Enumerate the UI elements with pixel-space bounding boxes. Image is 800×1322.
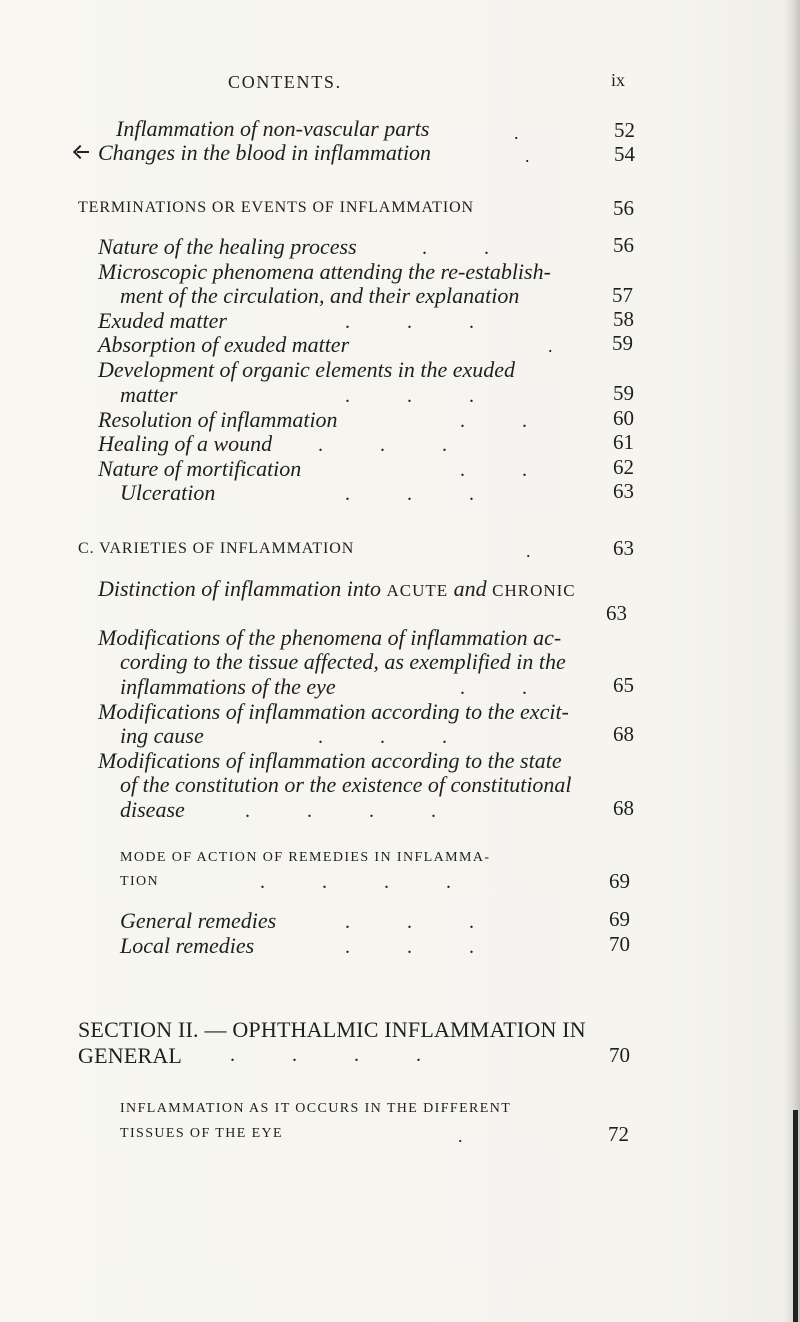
toc-page-number: 60 bbox=[613, 406, 634, 430]
toc-entry-text bbox=[98, 578, 576, 600]
toc-entry-text: Nature of the healing process bbox=[98, 234, 357, 259]
toc-entry-text: Local remedies bbox=[120, 933, 255, 958]
toc-page-number: 70 bbox=[609, 932, 630, 956]
toc-entry-text: Modifications of inflammation according to the excit- bbox=[98, 699, 569, 724]
toc-page-number: 57 bbox=[612, 283, 633, 307]
toc-page-number: 62 bbox=[613, 455, 634, 479]
toc-entry-text: Microscopic phenomena attending the re-establish- bbox=[98, 259, 551, 284]
margin-arrow-icon bbox=[75, 146, 93, 158]
section-heading: TERMINATIONS OR EVENTS OF INFLAMMATION bbox=[78, 199, 474, 216]
toc-entry-text: Changes in the blood in inflammation bbox=[98, 140, 432, 165]
toc-entry-text: Modifications of the phenomena of inflammation ac- bbox=[98, 625, 562, 650]
toc-leader: . . . bbox=[345, 936, 500, 958]
toc-entry-text: of the constitution or the existence of constitutional bbox=[120, 772, 572, 797]
toc-page-number: 63 bbox=[606, 601, 627, 625]
section-heading: INFLAMMATION AS IT OCCURS IN THE DIFFERENT bbox=[120, 1101, 512, 1116]
page-title: CONTENTS. bbox=[228, 72, 342, 92]
toc-leader: . bbox=[514, 123, 519, 143]
toc-leader: . bbox=[458, 1126, 463, 1146]
toc-leader: . . bbox=[460, 410, 553, 432]
toc-page-number: 69 bbox=[609, 907, 630, 931]
toc-page-number: 69 bbox=[609, 869, 630, 893]
toc-leader: . . . . bbox=[245, 800, 462, 822]
toc-entry-text: Inflammation of non-vascular parts bbox=[116, 116, 430, 141]
toc-page-number: 63 bbox=[613, 536, 634, 560]
toc-page-number: 68 bbox=[613, 796, 634, 820]
toc-leader: . . . bbox=[345, 385, 500, 407]
toc-entry-text: Ulceration bbox=[120, 480, 216, 505]
toc-leader: . . . . bbox=[260, 871, 477, 893]
toc-entry-text: inflammations of the eye bbox=[120, 674, 336, 699]
toc-page-number: 52 bbox=[614, 118, 635, 142]
toc-page-number: 61 bbox=[613, 430, 634, 454]
toc-entry-text: cording to the tissue affected, as exemplified in the bbox=[120, 649, 566, 674]
toc-leader: . . . bbox=[318, 726, 473, 748]
section-title: GENERAL bbox=[78, 1043, 183, 1068]
section-heading: TION bbox=[120, 874, 160, 889]
toc-entry-text: Development of organic elements in the exuded bbox=[98, 357, 516, 382]
section-heading: MODE OF ACTION OF REMEDIES IN INFLAMMA- bbox=[120, 850, 491, 865]
toc-page-number: 59 bbox=[612, 331, 633, 355]
toc-entry-text-part: and bbox=[453, 576, 487, 601]
section-heading: C. VARIETIES OF INFLAMMATION bbox=[78, 540, 355, 557]
toc-entry-text: Exuded matter bbox=[98, 308, 227, 333]
toc-leader: . bbox=[525, 146, 530, 166]
toc-leader: . . . . bbox=[230, 1044, 447, 1066]
page-edge-mark bbox=[793, 1110, 798, 1322]
toc-leader: . . bbox=[460, 459, 553, 481]
toc-leader: . . . bbox=[345, 311, 500, 333]
section-title: SECTION II. — OPHTHALMIC INFLAMMATION IN bbox=[78, 1017, 586, 1042]
toc-leader: . . bbox=[460, 677, 553, 699]
toc-page-number: 56 bbox=[613, 196, 634, 220]
toc-page-number: 63 bbox=[613, 479, 634, 503]
toc-entry-text: disease bbox=[120, 797, 185, 822]
toc-entry-text-part: Distinction of inflammation into bbox=[98, 576, 381, 601]
toc-entry-text: Absorption of exuded matter bbox=[98, 332, 350, 357]
toc-leader: . bbox=[548, 336, 553, 356]
toc-leader: . . . bbox=[345, 911, 500, 933]
toc-page-number: 72 bbox=[608, 1122, 629, 1146]
toc-entry-caps-part: ACUTE bbox=[386, 581, 449, 600]
toc-entry-text: ing cause bbox=[120, 723, 204, 748]
toc-entry-text: Modifications of inflammation according to the state bbox=[98, 748, 562, 773]
toc-entry-caps-part: CHRONIC bbox=[492, 581, 576, 600]
toc-page-number: 70 bbox=[609, 1043, 630, 1067]
toc-page-number: 56 bbox=[613, 233, 634, 257]
toc-entry-text: Resolution of inflammation bbox=[98, 407, 338, 432]
toc-entry-text: matter bbox=[120, 382, 178, 407]
page-number: ix bbox=[611, 70, 626, 90]
toc-leader: . . . bbox=[345, 483, 500, 505]
toc-leader: . bbox=[526, 541, 531, 561]
toc-page-number: 65 bbox=[613, 673, 634, 697]
toc-page-number: 58 bbox=[613, 307, 634, 331]
toc-leader: . . bbox=[422, 237, 515, 259]
toc-entry-text: General remedies bbox=[120, 908, 277, 933]
section-heading: TISSUES OF THE EYE bbox=[120, 1126, 284, 1141]
toc-entry-text: ment of the circulation, and their explanation bbox=[120, 283, 520, 308]
toc-page-number: 68 bbox=[613, 722, 634, 746]
toc-page-number: 54 bbox=[614, 142, 635, 166]
toc-entry-text: Nature of mortification bbox=[98, 456, 302, 481]
toc-leader: . . . bbox=[318, 434, 473, 456]
toc-entry-text: Healing of a wound bbox=[98, 431, 273, 456]
toc-page-number: 59 bbox=[613, 381, 634, 405]
